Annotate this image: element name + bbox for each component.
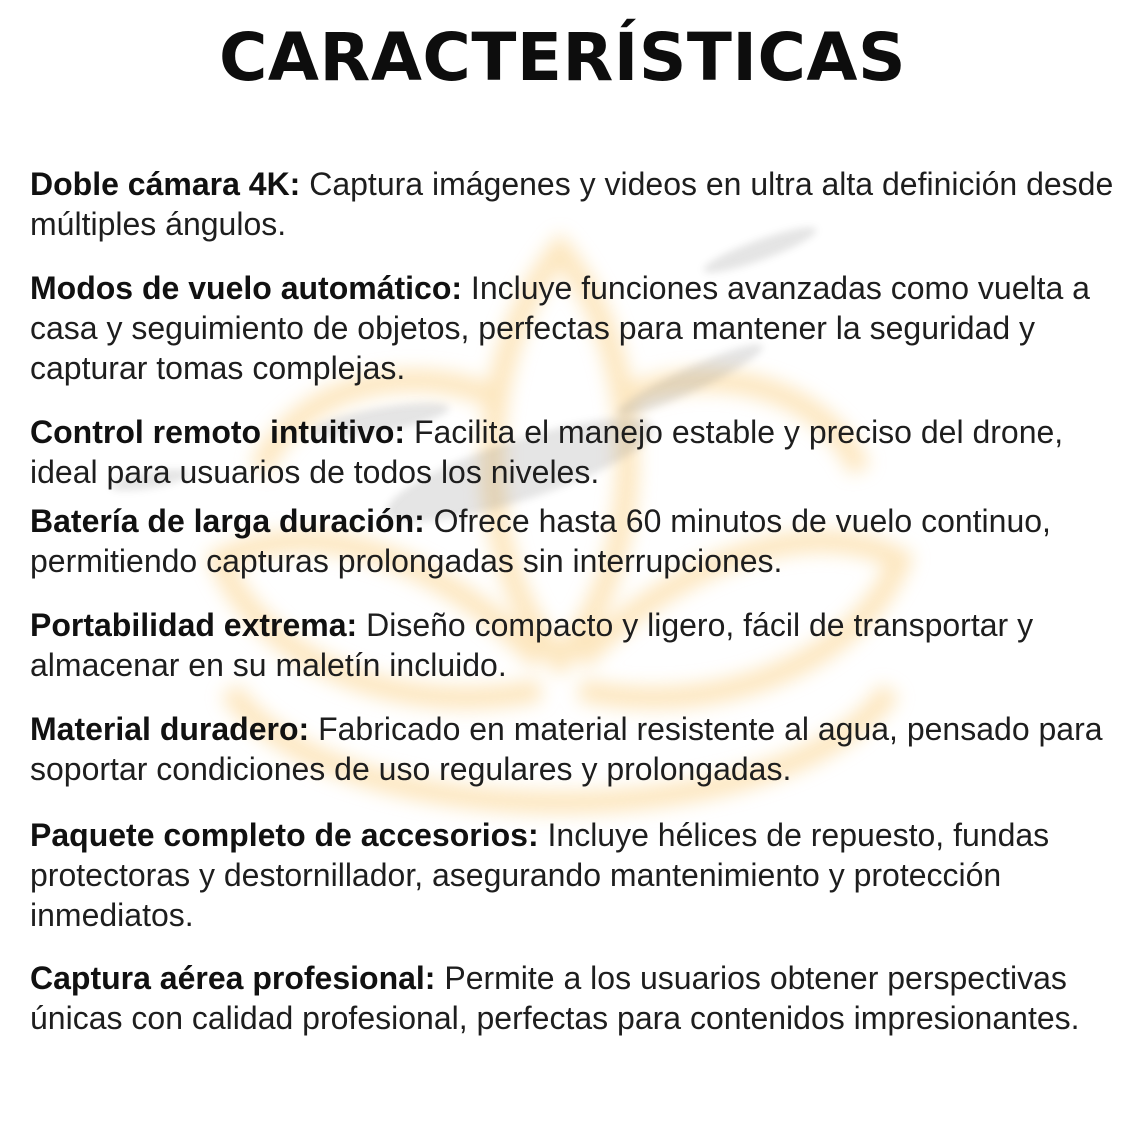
feature-description: Incluye funciones avanzadas como vuelta a casa y seguimiento de objetos, perfectas para mantener la seguridad y capturar tomas complejas. [30,270,1090,386]
feature-label: Batería de larga duración: [30,503,425,539]
feature-description: Fabricado en material resistente al agua, pensado para soportar condiciones de uso regulares y prolongadas. [30,711,1103,787]
feature-item-remote-control [30,412,1120,492]
feature-label: Modos de vuelo automático: [30,270,463,306]
feature-label: Paquete completo de accesorios: [30,817,539,853]
feature-description: Diseño compacto y ligero, fácil de transportar y almacenar en su maletín incluido. [30,607,1034,683]
feature-description: Permite a los usuarios obtener perspectivas únicas con calidad profesional, perfectas para contenidos impresionantes. [30,960,1080,1036]
feature-item-flight-modes [30,268,1120,388]
feature-item-accessories [30,815,1120,935]
page-title: CARACTERÍSTICAS [219,19,906,96]
feature-item-material [30,709,1120,789]
feature-description: Ofrece hasta 60 minutos de vuelo continuo, permitiendo capturas prolongadas sin interrupciones. [30,503,1051,579]
feature-label: Portabilidad extrema: [30,607,358,643]
feature-label: Material duradero: [30,711,310,747]
feature-description: Incluye hélices de repuesto, fundas protectoras y destornillador, asegurando mantenimiento y protección inmediatos. [30,817,1050,933]
feature-description: Captura imágenes y videos en ultra alta definición desde múltiples ángulos. [30,166,1114,242]
feature-label: Control remoto intuitivo: [30,414,406,450]
feature-label: Captura aérea profesional: [30,960,436,996]
feature-label: Doble cámara 4K: [30,166,301,202]
feature-item-battery [30,501,1120,581]
feature-item-aerial-capture [30,958,1120,1038]
feature-item-portability [30,605,1120,685]
feature-description: Facilita el manejo estable y preciso del drone, ideal para usuarios de todos los niveles. [30,414,1064,490]
feature-item-dual-camera [30,164,1120,244]
